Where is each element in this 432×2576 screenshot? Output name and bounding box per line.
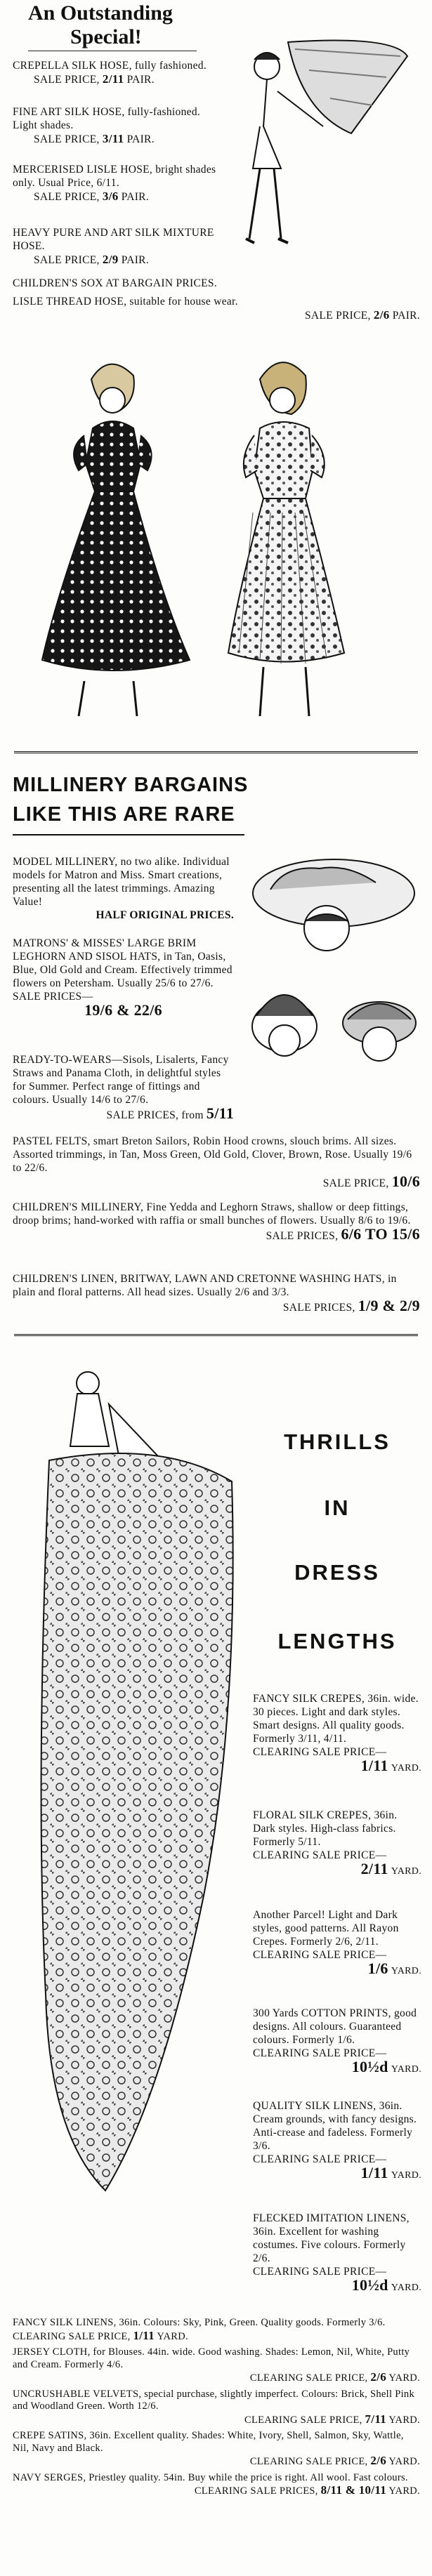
ready-text: READY-TO-WEARS—Sisols, Lisalerts, Fancy Straws and Panama Cloth, in delightful styles for Summer. Perfect range of fittings and colours. Usually 14/6 to 27/6. — [13, 1054, 229, 1106]
dress-title-2: IN — [324, 1495, 351, 1520]
lisle-price: 2/6 — [373, 308, 390, 322]
lisle-unit: PAIR. — [392, 310, 420, 322]
dress-2-price: 2/11 — [360, 1860, 388, 1877]
hosiery-4-sale: SALE PRICE, — [34, 254, 100, 266]
dress-6-sale: CLEARING SALE PRICE— — [253, 2266, 387, 2278]
fabric-illustration — [21, 1362, 246, 2205]
bottom-5-unit: YARD. — [388, 2485, 420, 2497]
dress-4-text: 300 Yards COTTON PRINTS, good designs. All colours. Guaranteed colours. Formerly 1/6. — [253, 2007, 417, 2046]
dress-6-unit: YARD. — [391, 2283, 421, 2293]
dress-5-sale: CLEARING SALE PRICE— — [253, 2153, 387, 2165]
ready-sale: SALE PRICES, from — [106, 1109, 204, 1121]
bottom-item-2 — [13, 2346, 420, 2385]
childrens-millinery-price: 6/6 TO 15/6 — [341, 1225, 420, 1243]
hosiery-3-text: MERCERISED LISLE HOSE, bright shades only. Usual Price, 6/11. — [13, 164, 216, 189]
dress-1-price: 1/11 — [360, 1757, 388, 1774]
bottom-5-sale: CLEARING SALE PRICES, — [194, 2485, 318, 2497]
section-divider-2 — [14, 1334, 418, 1336]
matrons-sale: SALE PRICES— — [13, 991, 93, 1003]
dress-item-3 — [253, 1908, 421, 1978]
dress-item-2 — [253, 1809, 421, 1878]
dress-1-unit: YARD. — [391, 1763, 421, 1774]
bottom-2-unit: YARD. — [388, 2372, 420, 2384]
childrens-millinery-text: CHILDREN'S MILLINERY, Fine Yedda and Leghorn Straws, shallow or deep fittings, droop brims; hand-worked with raffia or small bunches of flowers. Usually 8/6 to 19/6. — [13, 1201, 411, 1227]
dress-2-sale: CLEARING SALE PRICE— — [253, 1849, 387, 1861]
pastel-text: PASTEL FELTS, smart Breton Sailors, Robin Hood crowns, slouch brims. All sizes. Assorted trimmings, in Tan, Moss Green, Old Gold, Clover, Brown, Rose. Usually 19/6 to 22/6. — [13, 1135, 412, 1174]
dress-3-text: Another Parcel! Light and Dark styles, good patterns. All Rayon Crepes. Formerly 2/6, 2/11. — [253, 1909, 399, 1948]
dress-item-6 — [253, 2212, 421, 2294]
bottom-2-price: 2/6 — [370, 2370, 386, 2384]
ready-price: 5/11 — [206, 1104, 234, 1122]
dress-5-text: QUALITY SILK LINENS, 36in. Cream grounds, with fancy designs. Anti-crease and fadeless. Formerly 3/6. — [253, 2100, 417, 2152]
dress-2-unit: YARD. — [391, 1866, 421, 1877]
dresses-illustration — [28, 351, 393, 744]
bottom-4-unit: YARD. — [388, 2456, 420, 2467]
ready-to-wears — [13, 1053, 234, 1122]
dress-title-1: THRILLS — [284, 1429, 391, 1454]
headline-line2: Special! — [70, 25, 142, 48]
bottom-3-text: UNCRUSHABLE VELVETS, special purchase, slightly imperfect. Colours: Brick, Shell Pink and Woodland Green. Worth 12/6. — [13, 2388, 415, 2412]
dress-1-text: FANCY SILK CREPES, 36in. wide. 30 pieces. Light and dark styles. Smart designs. All quality goods. Formerly 3/11, 4/11. — [253, 1693, 419, 1745]
lisle-text: LISLE THREAD HOSE, suitable for house wear. — [13, 296, 238, 308]
dress-3-sale: CLEARING SALE PRICE— — [253, 1949, 387, 1961]
millinery-rule — [13, 834, 244, 835]
hosiery-4-price: 2/9 — [102, 253, 119, 266]
hosiery-2-sale: SALE PRICE, — [34, 133, 100, 145]
hosiery-item-1 — [13, 59, 223, 86]
hats-illustration — [242, 851, 421, 1083]
hosiery-3-sale: SALE PRICE, — [34, 191, 100, 203]
linen-text: CHILDREN'S LINEN, BRITWAY, LAWN AND CRETONNE WASHING HATS, in plain and floral patterns. All head sizes. Usually 2/6 and 3/3. — [13, 1273, 397, 1298]
hosiery-4-unit: PAIR. — [121, 254, 150, 266]
hosiery-1-unit: PAIR. — [126, 74, 155, 86]
hosiery-2-price: 3/11 — [102, 132, 124, 145]
headline-line1: An Outstanding — [28, 1, 173, 25]
hosiery-item-3 — [13, 163, 223, 204]
dress-3-unit: YARD. — [391, 1966, 421, 1976]
pastel-felts — [13, 1135, 420, 1190]
bottom-3-unit: YARD. — [388, 2414, 420, 2426]
hosiery-2-unit: PAIR. — [126, 133, 155, 145]
bottom-4-sale: CLEARING SALE PRICE, — [249, 2456, 368, 2467]
childrens-linen-hats — [13, 1272, 420, 1314]
hosiery-1-text: CREPELLA SILK HOSE, fully fashioned. — [13, 60, 207, 72]
lisle-hose — [13, 295, 420, 322]
childrens-millinery — [13, 1201, 420, 1243]
lisle-sale: SALE PRICE, — [304, 310, 371, 322]
bottom-item-5 — [13, 2472, 420, 2498]
linen-sale: SALE PRICES, — [282, 1302, 355, 1314]
hosiery-2-text: FINE ART SILK HOSE, fully-fashioned. Light shades. — [13, 106, 201, 131]
linen-price: 1/9 & 2/9 — [358, 1297, 420, 1314]
bottom-1-price: 1/11 — [133, 2328, 155, 2342]
bottom-item-1 — [13, 2317, 420, 2343]
dress-title-4: LENGTHS — [277, 1629, 397, 1653]
childrens-sox: CHILDREN'S SOX AT BARGAIN PRICES. — [13, 277, 218, 289]
bottom-4-text: CREPE SATINS, 36in. Excellent quality. Shades: White, Ivory, Shell, Salmon, Sky, Wattle, Nil, Navy and Black. — [13, 2430, 404, 2454]
bottom-4-price: 2/6 — [370, 2454, 386, 2467]
model-price: HALF ORIGINAL PRICES. — [96, 909, 234, 921]
bottom-1-sale: CLEARING SALE PRICE, — [13, 2330, 131, 2342]
dress-5-price: 1/11 — [360, 2164, 388, 2181]
childrens-millinery-sale: SALE PRICES, — [266, 1230, 339, 1242]
bottom-fabric-list — [13, 2317, 420, 2498]
matrons-price: 19/6 & 22/6 — [84, 1001, 162, 1019]
bottom-item-3 — [13, 2389, 420, 2427]
pastel-price: 10/6 — [391, 1173, 420, 1190]
dress-1-sale: CLEARING SALE PRICE— — [253, 1746, 387, 1758]
model-millinery — [13, 855, 234, 922]
section-divider-1 — [14, 751, 418, 753]
bottom-3-price: 7/11 — [365, 2412, 386, 2426]
pastel-sale: SALE PRICE, — [322, 1177, 389, 1189]
matrons-text: MATRONS' & MISSES' LARGE BRIM LEGHORN AND SISOL HATS, in Tan, Oasis, Blue, Old Gold and Cream. Effectively trimmed flowers on Petersham. Usually 25/6 to 27/6. — [13, 937, 233, 989]
dress-6-text: FLECKED IMITATION LINENS, 36in. Excellent for washing costumes. Five colours. Formerly 2/6. — [253, 2212, 410, 2264]
bottom-2-sale: CLEARING SALE PRICE, — [249, 2372, 368, 2384]
dress-item-4 — [253, 2007, 421, 2076]
bottom-3-sale: CLEARING SALE PRICE, — [244, 2414, 362, 2426]
dress-item-1 — [253, 1692, 421, 1775]
hosiery-3-price: 3/6 — [102, 190, 119, 203]
hosiery-illustration — [211, 28, 421, 260]
dress-4-price: 10½d — [351, 2058, 388, 2075]
dress-title-3: DRESS — [294, 1560, 380, 1585]
hosiery-4-text: HEAVY PURE AND ART SILK MIXTURE HOSE. — [13, 227, 214, 252]
dress-item-5 — [253, 2099, 421, 2182]
dress-6-price: 10½d — [351, 2276, 388, 2294]
bottom-1-unit: YARD. — [157, 2330, 188, 2342]
hosiery-1-sale: SALE PRICE, — [34, 74, 100, 86]
hosiery-item-4 — [13, 226, 223, 267]
dress-2-text: FLORAL SILK CREPES, 36in. Dark styles. High-class fabrics. Formerly 5/11. — [253, 1809, 398, 1848]
millinery-title-2: LIKE THIS ARE RARE — [13, 803, 235, 826]
dress-3-price: 1/6 — [367, 1960, 388, 1977]
hosiery-3-unit: PAIR. — [121, 191, 150, 203]
bottom-5-text: NAVY SERGES, Priestley quality. 54in. Buy while the price is right. All wool. Fast colours. — [13, 2471, 408, 2483]
bottom-5-price: 8/11 & 10/11 — [320, 2483, 386, 2497]
hosiery-item-2 — [13, 105, 223, 146]
bottom-item-4 — [13, 2430, 420, 2469]
millinery-title-1: MILLINERY BARGAINS — [13, 774, 249, 796]
bottom-2-text: JERSEY CLOTH, for Blouses. 44in. wide. Good washing. Shades: Lemon, Nil, White, Putty and Cream. Formerly 4/6. — [13, 2346, 410, 2370]
hosiery-1-price: 2/11 — [102, 72, 124, 86]
bottom-1-text: FANCY SILK LINENS, 36in. Colours: Sky, Pink, Green. Quality goods. Formerly 3/6. — [13, 2317, 386, 2328]
dress-4-unit: YARD. — [391, 2064, 421, 2075]
matrons-hats — [13, 937, 234, 1017]
dress-5-unit: YARD. — [391, 2170, 421, 2181]
dress-4-sale: CLEARING SALE PRICE— — [253, 2047, 387, 2059]
model-text: MODEL MILLINERY, no two alike. Individual models for Matron and Miss. Smart creations, presenting all the latest trimmings. Amazing Value! — [13, 856, 230, 908]
